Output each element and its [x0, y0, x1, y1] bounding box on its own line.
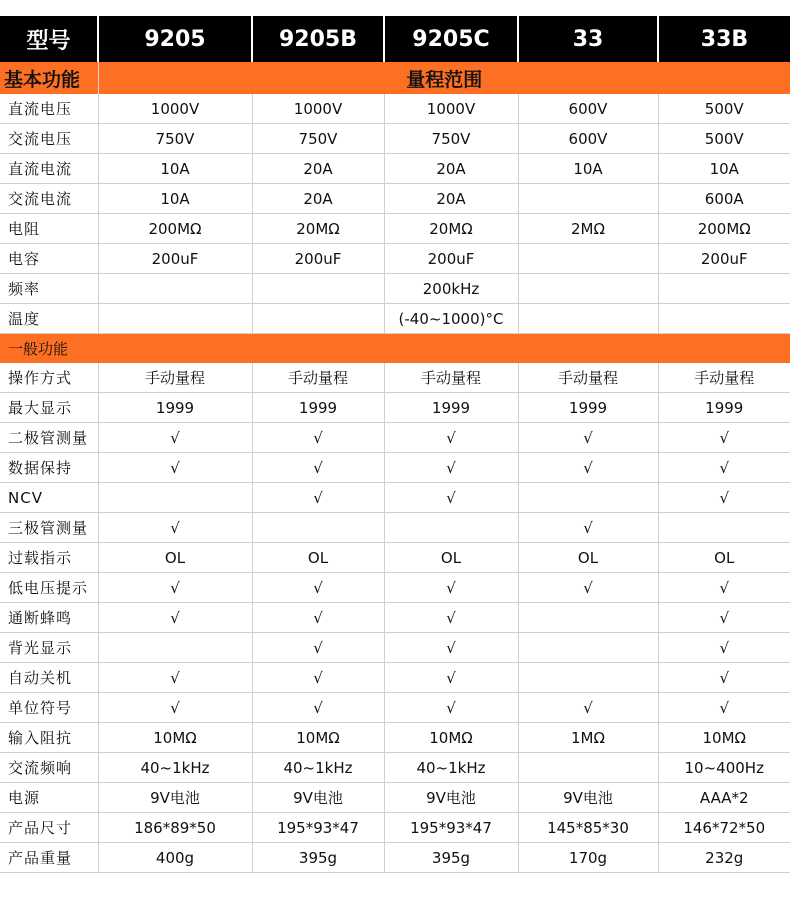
table-row — [0, 423, 790, 453]
check-mark-icon: √ — [518, 693, 658, 723]
table-row — [0, 663, 790, 693]
check-mark-icon: √ — [252, 483, 384, 513]
table-cell — [252, 304, 384, 334]
table-cell: 1999 — [518, 393, 658, 423]
table-cell — [98, 633, 252, 663]
table-cell: 手动量程 — [252, 363, 384, 393]
row-label: NCV — [0, 483, 98, 513]
row-label: 二极管测量 — [0, 423, 98, 453]
table-cell: 10A — [518, 154, 658, 184]
table-cell: 20MΩ — [252, 214, 384, 244]
check-mark-icon: √ — [384, 453, 518, 483]
check-mark-icon: √ — [98, 573, 252, 603]
check-mark-icon: √ — [384, 423, 518, 453]
table-cell: 9V电池 — [98, 783, 252, 813]
table-row — [0, 813, 790, 843]
table-row — [0, 783, 790, 813]
table-cell: 2MΩ — [518, 214, 658, 244]
check-mark-icon: √ — [384, 693, 518, 723]
table-cell: 手动量程 — [384, 363, 518, 393]
check-mark-icon: √ — [658, 663, 790, 693]
check-mark-icon: √ — [98, 513, 252, 543]
row-label: 背光显示 — [0, 633, 98, 663]
row-label: 交流电流 — [0, 184, 98, 214]
table-cell: 20A — [384, 154, 518, 184]
table-cell: 1000V — [98, 94, 252, 124]
table-cell: 200uF — [98, 244, 252, 274]
header-9205c: 9205C — [384, 16, 518, 62]
table-row — [0, 244, 790, 274]
table-cell: 200MΩ — [98, 214, 252, 244]
check-mark-icon: √ — [384, 573, 518, 603]
table-row — [0, 393, 790, 423]
spec-table — [0, 16, 790, 873]
table-cell: 40~1kHz — [98, 753, 252, 783]
check-mark-icon: √ — [384, 663, 518, 693]
table-cell: 40~1kHz — [252, 753, 384, 783]
table-cell: 200uF — [384, 244, 518, 274]
table-row — [0, 483, 790, 513]
check-mark-icon: √ — [658, 603, 790, 633]
check-mark-icon: √ — [518, 423, 658, 453]
table-cell: OL — [384, 543, 518, 573]
table-cell: 10A — [658, 154, 790, 184]
table-cell: 500V — [658, 94, 790, 124]
table-cell — [518, 663, 658, 693]
table-cell: OL — [252, 543, 384, 573]
table-row — [0, 693, 790, 723]
table-cell: 195*93*47 — [252, 813, 384, 843]
table-cell — [98, 274, 252, 304]
table-cell — [98, 483, 252, 513]
table-cell: 195*93*47 — [384, 813, 518, 843]
row-label: 温度 — [0, 304, 98, 334]
table-cell: 395g — [252, 843, 384, 873]
table-row — [0, 513, 790, 543]
header-33: 33 — [518, 16, 658, 62]
table-cell: 600V — [518, 94, 658, 124]
table-cell: 手动量程 — [658, 363, 790, 393]
table-cell: 1999 — [384, 393, 518, 423]
table-cell: 10MΩ — [252, 723, 384, 753]
table-row — [0, 573, 790, 603]
table-cell: 1999 — [658, 393, 790, 423]
table-cell: 145*85*30 — [518, 813, 658, 843]
table-cell: 200kHz — [384, 274, 518, 304]
table-cell: 手动量程 — [98, 363, 252, 393]
row-label: 直流电压 — [0, 94, 98, 124]
table-cell: 10A — [98, 154, 252, 184]
row-label: 输入阻抗 — [0, 723, 98, 753]
table-cell — [658, 513, 790, 543]
check-mark-icon: √ — [658, 573, 790, 603]
check-mark-icon: √ — [98, 693, 252, 723]
table-cell — [518, 274, 658, 304]
table-row — [0, 274, 790, 304]
check-mark-icon: √ — [98, 423, 252, 453]
row-label: 产品重量 — [0, 843, 98, 873]
table-cell — [384, 513, 518, 543]
table-row — [0, 363, 790, 393]
section-range-label: 量程范围 — [98, 62, 790, 94]
row-label: 低电压提示 — [0, 573, 98, 603]
table-cell: 750V — [98, 124, 252, 154]
row-label: 频率 — [0, 274, 98, 304]
row-label: 电容 — [0, 244, 98, 274]
check-mark-icon: √ — [98, 663, 252, 693]
check-mark-icon: √ — [252, 423, 384, 453]
table-cell: 20A — [384, 184, 518, 214]
section-general-functions — [0, 334, 790, 364]
check-mark-icon: √ — [252, 603, 384, 633]
table-cell: 1000V — [384, 94, 518, 124]
table-cell: 10MΩ — [384, 723, 518, 753]
check-mark-icon: √ — [658, 423, 790, 453]
table-cell — [518, 603, 658, 633]
row-label: 数据保持 — [0, 453, 98, 483]
check-mark-icon: √ — [518, 453, 658, 483]
table-cell: 10MΩ — [658, 723, 790, 753]
table-row — [0, 154, 790, 184]
table-cell: 395g — [384, 843, 518, 873]
table-cell: 20MΩ — [384, 214, 518, 244]
table-row — [0, 753, 790, 783]
table-row — [0, 843, 790, 873]
section-basic-functions — [0, 62, 790, 94]
model-header-row — [0, 16, 790, 62]
table-cell: 146*72*50 — [658, 813, 790, 843]
table-cell: OL — [658, 543, 790, 573]
table-row — [0, 723, 790, 753]
check-mark-icon: √ — [252, 663, 384, 693]
table-cell: 9V电池 — [518, 783, 658, 813]
row-label: 交流频响 — [0, 753, 98, 783]
check-mark-icon: √ — [658, 483, 790, 513]
check-mark-icon: √ — [384, 603, 518, 633]
table-cell: 10~400Hz — [658, 753, 790, 783]
table-cell: 1MΩ — [518, 723, 658, 753]
table-cell: 200uF — [658, 244, 790, 274]
table-cell — [98, 304, 252, 334]
table-cell: AAA*2 — [658, 783, 790, 813]
table-cell: 600A — [658, 184, 790, 214]
table-cell — [518, 184, 658, 214]
table-cell: 10MΩ — [98, 723, 252, 753]
row-label: 电源 — [0, 783, 98, 813]
table-row — [0, 94, 790, 124]
check-mark-icon: √ — [658, 633, 790, 663]
table-row — [0, 304, 790, 334]
row-label: 过载指示 — [0, 543, 98, 573]
table-cell — [252, 274, 384, 304]
table-cell — [518, 753, 658, 783]
row-label: 电阻 — [0, 214, 98, 244]
row-label: 单位符号 — [0, 693, 98, 723]
table-cell: OL — [518, 543, 658, 573]
table-cell: 750V — [252, 124, 384, 154]
table-cell: 手动量程 — [518, 363, 658, 393]
table-row — [0, 184, 790, 214]
table-cell — [518, 483, 658, 513]
table-row — [0, 633, 790, 663]
check-mark-icon: √ — [518, 573, 658, 603]
row-label: 三极管测量 — [0, 513, 98, 543]
check-mark-icon: √ — [658, 693, 790, 723]
table-cell: 40~1kHz — [384, 753, 518, 783]
table-cell — [252, 513, 384, 543]
table-cell: 1000V — [252, 94, 384, 124]
check-mark-icon: √ — [252, 453, 384, 483]
row-label: 产品尺寸 — [0, 813, 98, 843]
table-cell: 170g — [518, 843, 658, 873]
header-9205: 9205 — [98, 16, 252, 62]
row-label: 自动关机 — [0, 663, 98, 693]
section-general-label: 一般功能 — [0, 334, 790, 364]
header-model-label: 型号 — [0, 16, 98, 62]
section-basic-label: 基本功能 — [0, 62, 98, 94]
table-cell: 200MΩ — [658, 214, 790, 244]
table-cell: 200uF — [252, 244, 384, 274]
table-row — [0, 124, 790, 154]
check-mark-icon: √ — [98, 603, 252, 633]
table-row — [0, 453, 790, 483]
check-mark-icon: √ — [252, 693, 384, 723]
check-mark-icon: √ — [252, 573, 384, 603]
table-cell: 232g — [658, 843, 790, 873]
table-cell — [518, 304, 658, 334]
table-cell: 186*89*50 — [98, 813, 252, 843]
table-cell: OL — [98, 543, 252, 573]
table-cell — [658, 304, 790, 334]
table-row — [0, 543, 790, 573]
table-cell: 9V电池 — [384, 783, 518, 813]
check-mark-icon: √ — [98, 453, 252, 483]
table-cell: 400g — [98, 843, 252, 873]
table-cell: 600V — [518, 124, 658, 154]
check-mark-icon: √ — [252, 633, 384, 663]
table-cell: 500V — [658, 124, 790, 154]
table-cell: (-40~1000)°C — [384, 304, 518, 334]
check-mark-icon: √ — [658, 453, 790, 483]
header-33b: 33B — [658, 16, 790, 62]
table-cell — [658, 274, 790, 304]
table-cell: 1999 — [252, 393, 384, 423]
row-label: 通断蜂鸣 — [0, 603, 98, 633]
row-label: 直流电流 — [0, 154, 98, 184]
header-9205b: 9205B — [252, 16, 384, 62]
table-cell: 1999 — [98, 393, 252, 423]
table-cell: 10A — [98, 184, 252, 214]
row-label: 最大显示 — [0, 393, 98, 423]
table-row — [0, 603, 790, 633]
table-row — [0, 214, 790, 244]
table-cell: 9V电池 — [252, 783, 384, 813]
check-mark-icon: √ — [518, 513, 658, 543]
row-label: 交流电压 — [0, 124, 98, 154]
table-cell — [518, 244, 658, 274]
check-mark-icon: √ — [384, 483, 518, 513]
table-cell: 750V — [384, 124, 518, 154]
row-label: 操作方式 — [0, 363, 98, 393]
check-mark-icon: √ — [384, 633, 518, 663]
table-cell: 20A — [252, 184, 384, 214]
table-cell: 20A — [252, 154, 384, 184]
table-cell — [518, 633, 658, 663]
